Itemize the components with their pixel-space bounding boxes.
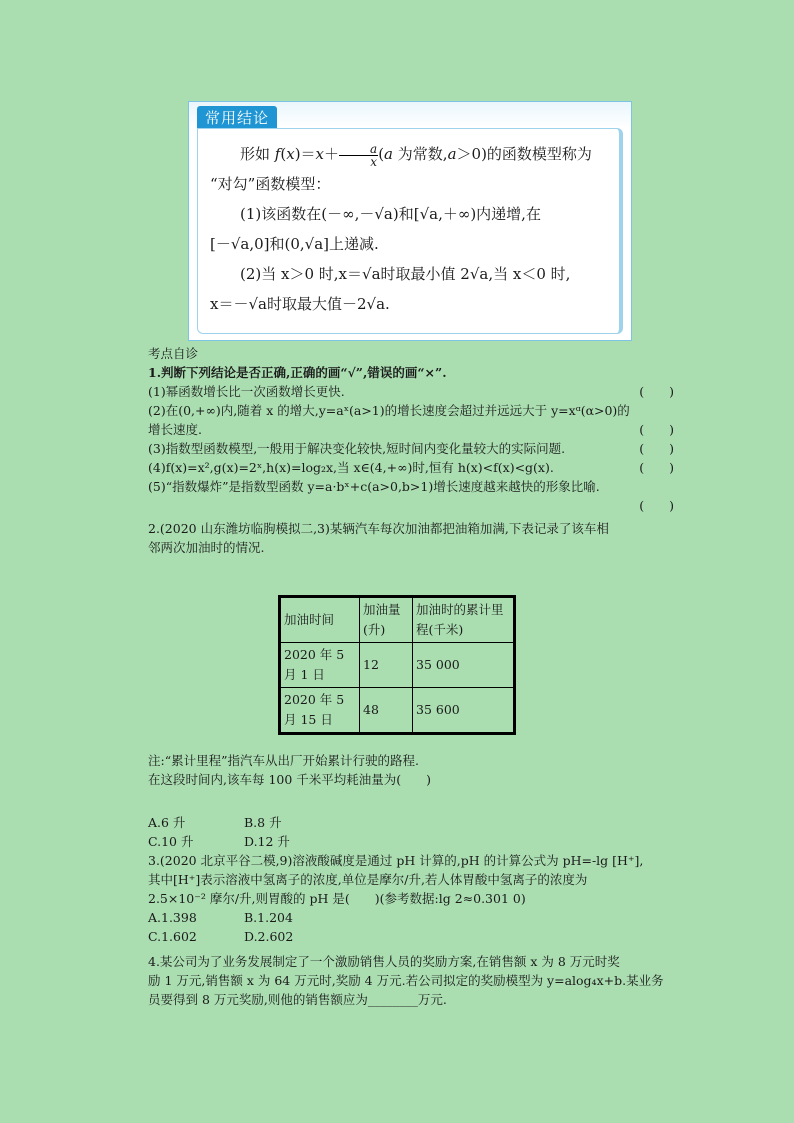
fraction-a-over-x: $\frac{a}{x}$ <box>339 143 378 168</box>
q1-item-4: (4)f(x)=x²,g(x)=2ˣ,h(x)=log₂x,当 x∈(4,+∞)时,恒有 h(x)<f(x)<g(x). ( ) <box>148 460 674 475</box>
q4-line-1: 4.某公司为了业务发展制定了一个激励销售人员的奖励方案,在销售额 x 为 8 万元时奖 <box>148 954 620 969</box>
refuel-table <box>278 595 516 735</box>
conclusion-box <box>188 101 632 341</box>
q4-line-3: 员要得到 8 万元奖励,则他的销售额应为________万元. <box>148 992 447 1007</box>
table-header-cell: 加油时的累计里程(千米) <box>413 597 515 643</box>
q2-options-row-2 <box>148 832 674 851</box>
q2-stem-2: 邻两次加油时的情况. <box>148 540 265 555</box>
q1-item-5-paren-line <box>148 496 674 515</box>
q3-options-row-1 <box>148 908 674 927</box>
answer-paren[interactable]: ( ) <box>639 441 674 456</box>
option-a[interactable]: A.6 升 <box>148 815 186 830</box>
q1-item-2: (2)在(0,+∞)内,随着 x 的增大,y=aˣ(a>1)的增长速度会超过并远远大于 y=xᵅ(α>0)的 <box>148 403 630 418</box>
table-cell: 35 600 <box>413 688 515 734</box>
box-line-4: [－√a,0]和(0,√a]上递减. <box>210 235 379 253</box>
table-cell: 2020 年 5 月 1 日 <box>280 643 360 688</box>
option-d[interactable]: D.12 升 <box>244 834 290 849</box>
table-header-cell: 加油量(升) <box>360 597 413 643</box>
q3-line-1: 3.(2020 北京平谷二模,9)溶液酸碱度是通过 pH 计算的,pH 的计算公式为 pH=-lg [H⁺], <box>148 853 644 868</box>
q1-item-3: (3)指数型函数模型,一般用于解决变化较快,短时间内变化量较大的实际问题. ( ) <box>148 441 674 456</box>
box-line-1: 形如 f(x)＝x＋ $\frac{a}{x}$ (a 为常数,a＞0)的函数模型称为 <box>240 141 592 169</box>
table-header-cell: 加油时间 <box>280 597 360 643</box>
table-cell: 48 <box>360 688 413 734</box>
table-cell: 2020 年 5 月 15 日 <box>280 688 360 734</box>
option-b[interactable]: B.1.204 <box>244 910 293 925</box>
answer-paren[interactable]: ( ) <box>639 498 674 513</box>
q3-line-3: 2.5×10⁻² 摩尔/升,则胃酸的 pH 是( )(参考数据:lg 2≈0.301 0) <box>148 891 526 906</box>
q4-line-2: 励 1 万元,销售额 x 为 64 万元时,奖励 4 万元.若公司拟定的奖励模型为 y=alog₄x+b.某业务 <box>148 973 664 988</box>
table-row <box>280 643 515 688</box>
box-line-6: x＝－√a时取最大值－2√a. <box>210 295 390 313</box>
exercise-content <box>148 344 674 557</box>
box-tab-label: 常用结论 <box>197 106 277 130</box>
q1-item-5: (5)“指数爆炸”是指数型函数 y=a·bˣ+c(a>0,b>1)增长速度越来越快的形象比喻. <box>148 479 600 494</box>
answer-paren[interactable]: ( ) <box>639 460 674 475</box>
q2-question: 在这段时间内,该车每 100 千米平均耗油量为( ) <box>148 772 432 787</box>
box-line-3: (1)该函数在(－∞,－√a)和[√a,＋∞)内递增,在 <box>240 205 541 223</box>
q3-options-row-2 <box>148 927 674 946</box>
option-c[interactable]: C.10 升 <box>148 834 194 849</box>
q1-stem: 1.判断下列结论是否正确,正确的画“√”,错误的画“×”. <box>148 365 447 380</box>
table-row <box>280 688 515 734</box>
option-d[interactable]: D.2.602 <box>244 929 294 944</box>
box-line-5: (2)当 x＞0 时,x＝√a时取最小值 2√a,当 x＜0 时, <box>240 265 571 283</box>
q2-note: 注:“累计里程”指汽车从出厂开始累计行驶的路程. <box>148 753 419 768</box>
exercise-content-2 <box>148 751 674 1009</box>
box-line-2: “对勾”函数模型： <box>210 175 331 193</box>
answer-paren[interactable]: ( ) <box>639 422 674 437</box>
table-header-row <box>280 597 515 643</box>
box-text <box>210 139 609 319</box>
q1-item-1: (1)幂函数增长比一次函数增长更快. ( ) <box>148 384 674 399</box>
q2-options-row-1 <box>148 813 674 832</box>
spacer <box>148 789 674 813</box>
q1-item-2-cont: 增长速度. ( ) <box>148 422 674 437</box>
box-inner-panel <box>197 128 623 334</box>
q2-stem-1: 2.(2020 山东潍坊临朐模拟二,3)某辆汽车每次加油都把油箱加满,下表记录了该车相 <box>148 521 609 536</box>
option-c[interactable]: C.1.602 <box>148 929 197 944</box>
table-cell: 35 000 <box>413 643 515 688</box>
answer-paren[interactable]: ( ) <box>639 384 674 399</box>
q3-line-2: 其中[H⁺]表示溶液中氢离子的浓度,单位是摩尔/升,若人体胃酸中氢离子的浓度为 <box>148 872 588 887</box>
option-b[interactable]: B.8 升 <box>244 815 282 830</box>
section-title: 考点自诊 <box>148 346 199 361</box>
table-cell: 12 <box>360 643 413 688</box>
option-a[interactable]: A.1.398 <box>148 910 197 925</box>
